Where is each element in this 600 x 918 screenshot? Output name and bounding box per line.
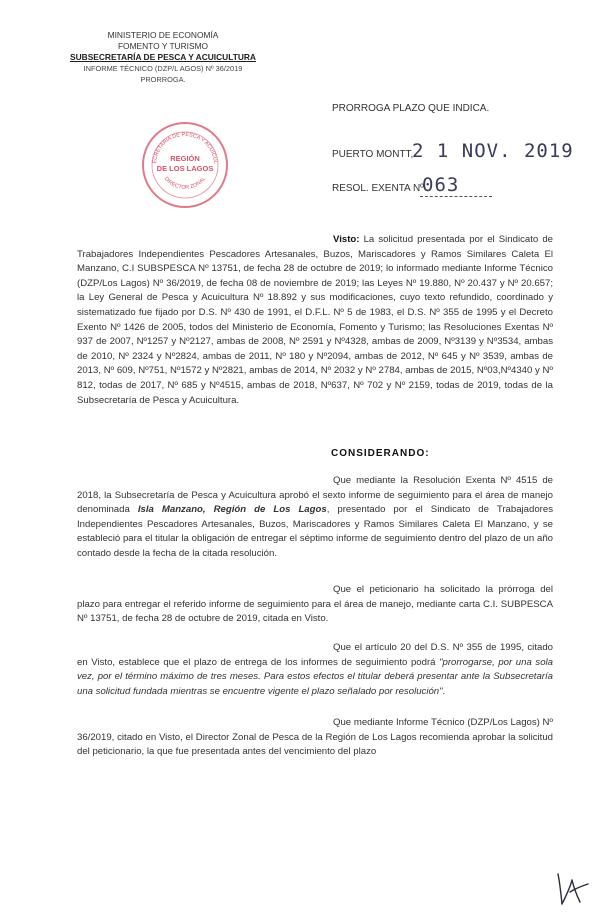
- stamp-region-name: DE LOS LAGOS: [156, 164, 214, 173]
- visto-text: La solicitud presentada por el Sindicato de Trabajadores Independientes Pescadores Artesanales, Buzos, Mariscadores y Ramos Similares Caleta El Manzano, C.I SUBSPESCA Nº 13751, de fecha 28 de octubre de 2019; lo informado mediante Informe Técnico (DZP/Los Lagos) Nº 36/2019, de fecha 08 de noviembre de 2019; las Leyes Nº 19.880, Nº 20.437 y Nº 20.657; la Ley General de Pesca y Acuicultura Nº 18.892 y sus modificaciones, cuyo texto refundido, coordinado y sistematizado fue fijado por D.S. Nº 430 de 1991, el D.F.L. Nº 5 de 1983, el D.S. Nº 355 de 1995 y el Decreto Exento Nº 1426 de 2005, todos del Ministerio de Economía, Fomento y Turismo; las Resoluciones Exentas Nº 937 de 2007, Nº1257 y Nº2127, ambas de 2008, Nº 2591 y Nº4328, ambas de 2009, Nº3139 y Nº3534, ambas de 2010, Nº 2324 y Nº2824, ambas de 2011, Nº 180 y Nº2094, ambas de 2012, Nº 645 y Nº 3539, ambas de 2013, Nº 609, Nº751, Nº1572 y Nº2821, ambas de 2014, Nº 2032 y Nº 2784, ambas de 2015, Nº03,Nº4340 y Nº 812, todas de 2017, Nº 685 y Nº4515, ambas de 2018, Nº637, Nº 702 y Nº 2159, todas de 2019, todas de la Subsecretaría de Pesca y Acuicultura.: [77, 234, 553, 406]
- considerando-heading: CONSIDERANDO:: [331, 448, 430, 459]
- stamp-bottom-text: DIRECTOR ZONAL: [162, 175, 208, 191]
- p3-text-b: .: [442, 685, 446, 697]
- area-name: Isla Manzano, Región de Los Lagos: [137, 504, 327, 516]
- header-prorroga: PRORROGA.: [140, 75, 186, 84]
- header-ministry-sub: FOMENTO Y TURISMO: [117, 41, 209, 51]
- handwritten-date: 2 1 NOV. 2019: [412, 140, 574, 162]
- city-label: PUERTO MONTT,: [332, 149, 414, 160]
- article-quote: "prorrogarse, por una sola vez, por el término máximo de tres meses. Para estos efectos el titular deberá presentar ante la Subsecretaría una solicitud fundada mientras se encuentre vigente el plazo señalado por resolución": [77, 656, 553, 697]
- stamp-region: REGIÓN: [170, 154, 200, 163]
- visto-paragraph: [77, 233, 553, 408]
- document-subject: PRORROGA PLAZO QUE INDICA.: [332, 103, 490, 114]
- header-ministry: MINISTERIO DE ECONOMÍA: [107, 30, 219, 40]
- resolution-underline: [420, 196, 492, 197]
- stamp-center: [144, 154, 226, 174]
- header-subsecretaria: SUBSECRETARÍA DE PESCA Y ACUICULTURA: [70, 52, 256, 62]
- p1-text-b: , presentado por el Sindicato de Trabajadores Independientes Pescadores Artesanales, Buzos, Mariscadores y Ramos Similares Caleta El Manzano, y se estableció para el titular la obligación de entregar el séptimo informe de seguimiento dentro del plazo de un año contado desde la fecha de la citada resolución.: [77, 504, 553, 559]
- considerando-paragraph-4: Que mediante Informe Técnico (DZP/Los Lagos) Nº 36/2019, citado en Visto, el Director Zonal de Pesca de la Región de Los Lagos recomienda aprobar la solicitud del peticionario, la que fue presentada antes del vencimiento del plazo: [77, 717, 553, 758]
- ministry-header: [58, 30, 268, 85]
- p3-text-a: Que el artículo 20 del D.S. Nº 355 de 1995, citado en Visto, establece que el plazo de entrega de los informes de seguimiento podrá: [77, 642, 553, 668]
- header-informe: INFORME TÉCNICO (DZP/L AGOS) Nº 36/2019: [83, 64, 243, 73]
- resolution-label: RESOL. EXENTA Nº: [332, 183, 424, 194]
- official-stamp: [142, 122, 228, 208]
- visto-heading: Visto:: [333, 234, 360, 245]
- considerando-paragraph-1: [77, 474, 553, 562]
- resolution-number: 063: [422, 174, 460, 196]
- considerando-paragraph-2: Que el peticionario ha solicitado la prórroga del plazo para entregar el referido informe de seguimiento para el área de manejo, mediante carta C.I. SUBPESCA Nº 13751, de fecha 28 de octubre de 2019, citada en Visto.: [77, 584, 553, 625]
- considerando-paragraph-3: [77, 641, 553, 699]
- p1-text-a: Que mediante la Resolución Exenta Nº 4515 de 2018, la Subsecretaría de Pesca y Acuicultura aprobó el sexto informe de seguimiento para el área de manejo denominada: [77, 475, 553, 516]
- signature-initials-icon: [552, 866, 592, 908]
- stamp-ring-text: ECRETARIA DE PESCA Y ACUICUL: [151, 131, 218, 164]
